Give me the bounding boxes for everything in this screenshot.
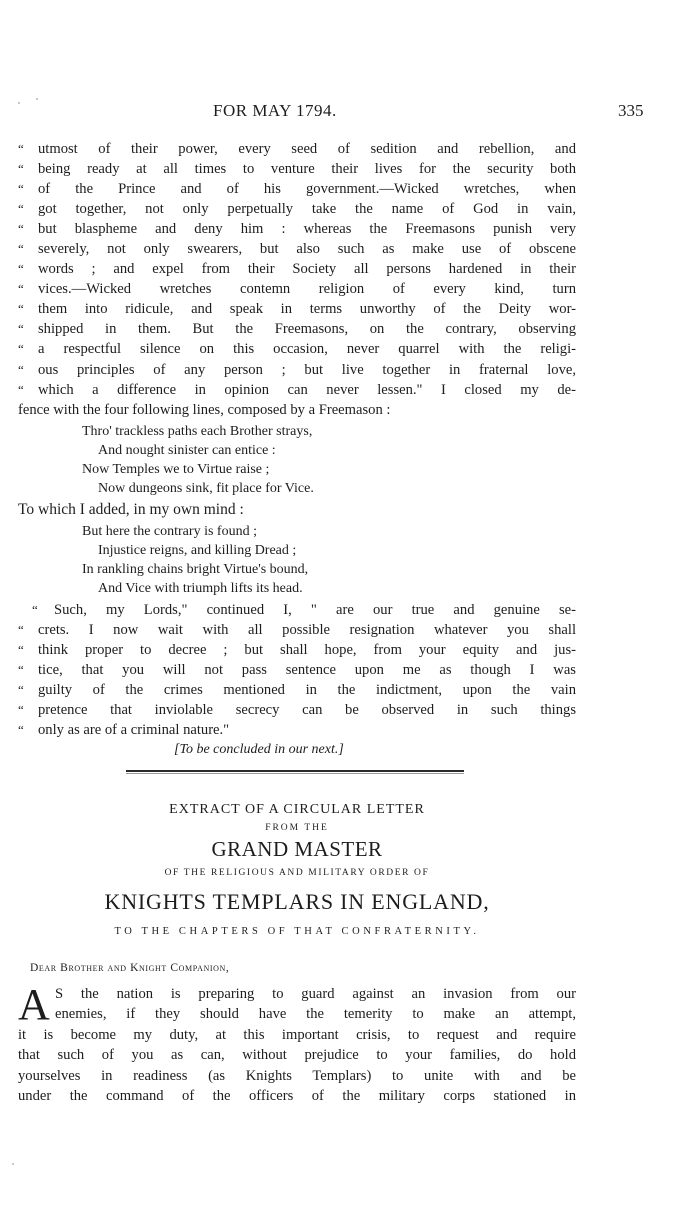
verse-line: And nought sinister can entice : xyxy=(98,442,276,458)
letter-salutation: Dear Brother and Knight Companion, xyxy=(30,962,230,974)
main-text xyxy=(18,139,576,761)
text-line: “ utmost of their power, every seed of sedition and rebellion, and xyxy=(18,141,576,157)
text-line: To which I added, in my own mind : xyxy=(18,500,244,518)
text-line: “ but blaspheme and deny him : whereas the Freemasons punish very xyxy=(18,221,576,238)
page-number: 335 xyxy=(618,101,644,120)
verse-line: Thro' trackless paths each Brother strays, xyxy=(82,423,313,439)
letter-body xyxy=(18,980,576,1106)
text-line: “ guilty of the crimes mentioned in the indictment, upon the vain xyxy=(18,681,576,698)
text-line: “ shipped in them. But the Freemasons, on the contrary, observing xyxy=(18,321,576,338)
text-line: yourselves in readiness (as Knights Templars) to unite with and be xyxy=(18,1067,576,1084)
text-line: “ tice, that you will not pass sentence upon me as though I was xyxy=(18,661,576,678)
heading-line: FROM THE xyxy=(265,823,329,833)
text-line: “ a respectful silence on this occasion, never quarrel with the religi- xyxy=(18,341,576,358)
text-line: “ pretence that inviolable secrecy can be observed in such things xyxy=(18,701,576,718)
text-line: fence with the four following lines, composed by a Freemason : xyxy=(18,401,391,418)
text-line: S the nation is preparing to guard against an invasion from our xyxy=(55,986,576,1002)
paper-speck xyxy=(36,98,38,100)
article-heading xyxy=(18,800,576,944)
section-divider xyxy=(126,770,464,772)
verse-line: But here the contrary is found ; xyxy=(82,523,257,539)
running-header xyxy=(0,101,695,129)
text-line: “ got together, not only perpetually take the name of God in vain, xyxy=(18,201,576,218)
text-line: that such of you as can, without prejudice to your families, do hold xyxy=(18,1047,576,1064)
text-line: “ words ; and expel from their Society all persons hardened in their xyxy=(18,261,576,278)
text-line: enemies, if they should have the temerity to make an attempt, xyxy=(55,1006,576,1023)
section-divider-shadow xyxy=(126,773,464,774)
text-line: “ think proper to decree ; but shall hope, from your equity and jus- xyxy=(18,641,576,658)
text-line: “ only as are of a criminal nature." xyxy=(18,721,230,738)
verse-line: Injustice reigns, and killing Dread ; xyxy=(98,542,297,558)
continuation-note: [To be concluded in our next.] xyxy=(174,742,344,758)
verse-line: Now dungeons sink, fit place for Vice. xyxy=(98,480,314,496)
text-line: “ ous principles of any person ; but live together in fraternal love, xyxy=(18,361,576,378)
header-title: FOR MAY 1794. xyxy=(213,101,337,120)
text-line: it is become my duty, at this important crisis, to request and require xyxy=(18,1026,576,1043)
drop-cap: A xyxy=(18,980,50,1029)
heading-line: TO THE CHAPTERS OF THAT CONFRATERNITY. xyxy=(114,926,480,937)
verse-line: And Vice with triumph lifts its head. xyxy=(98,580,303,596)
paper-speck xyxy=(12,1163,14,1165)
text-line: under the command of the officers of the military corps stationed in xyxy=(18,1087,576,1104)
verse-stanza xyxy=(18,422,576,498)
heading-line: EXTRACT OF A CIRCULAR LETTER xyxy=(169,802,425,817)
text-line: “ of the Prince and of his government.—Wicked wretches, when xyxy=(18,181,576,198)
heading-line: OF THE RELIGIOUS AND MILITARY ORDER OF xyxy=(164,868,430,878)
text-line: “ being ready at all times to venture their lives for the security both xyxy=(18,161,576,178)
text-line: “ which a difference in opinion can never lessen." I closed my de- xyxy=(18,381,576,398)
verse-line: In rankling chains bright Virtue's bound, xyxy=(82,561,309,577)
text-line: “ them into ridicule, and speak in terms unworthy of the Deity wor- xyxy=(18,301,576,318)
text-line: “ vices.—Wicked wretches contemn religion of every kind, turn xyxy=(18,281,576,298)
heading-line: GRAND MASTER xyxy=(211,837,383,861)
text-line: “ Such, my Lords," continued I, " are our true and genuine se- xyxy=(32,601,576,618)
verse-stanza xyxy=(18,522,576,598)
heading-line: KNIGHTS TEMPLARS IN ENGLAND, xyxy=(104,889,490,914)
verse-line: Now Temples we to Virtue raise ; xyxy=(82,461,270,477)
text-line: “ crets. I now wait with all possible resignation whatever you shall xyxy=(18,621,576,638)
text-line: “ severely, not only swearers, but also such as make use of obscene xyxy=(18,241,576,258)
